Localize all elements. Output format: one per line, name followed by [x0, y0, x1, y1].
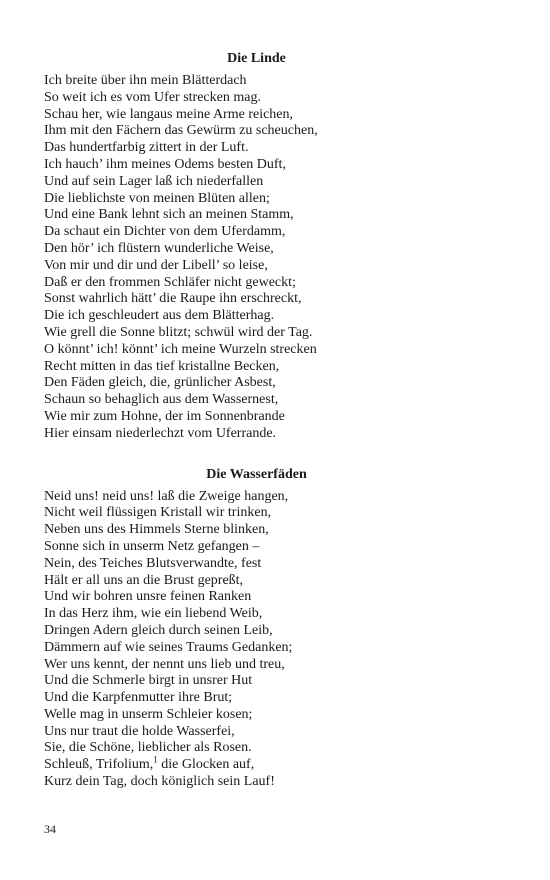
- poem-line: Ich hauch’ ihm meines Odems besten Duft,: [44, 156, 286, 172]
- poem-line: In das Herz ihm, wie ein liebend Weib,: [44, 606, 263, 622]
- poem-line: Und die Schmerle birgt in unsrer Hut: [44, 673, 253, 689]
- poem-line: Die lieblichste von meinen Blüten allen;: [44, 190, 270, 206]
- poem-line: Dämmern auf wie seines Traums Gedanken;: [44, 639, 293, 655]
- poem-body-die-linde: [44, 73, 512, 443]
- page-number: 34: [44, 822, 56, 836]
- poem-line: Ich breite über ihn mein Blätterdach: [44, 73, 247, 88]
- poem-line: Und auf sein Lager laß ich niederfallen: [44, 173, 264, 189]
- poem-line: Wer uns kennt, der nennt uns lieb und treu,: [44, 656, 285, 672]
- poem-line: Wie mir zum Hohne, der im Sonnenbrande: [44, 408, 285, 424]
- poem-line: Sie, die Schöne, lieblicher als Rosen.: [44, 740, 252, 756]
- poem-line: Recht mitten in das tief kristallne Becken,: [44, 358, 280, 374]
- poem-line-with-footnote: [44, 754, 512, 774]
- poem-line: Und eine Bank lehnt sich an meinen Stamm,: [44, 207, 294, 223]
- poem-line: Nein, des Teiches Blutsverwandte, fest: [44, 555, 262, 571]
- poem-line: Den Fäden gleich, die, grünlicher Asbest,: [44, 375, 276, 391]
- poem-line: O könnt’ ich! könnt’ ich meine Wurzeln strecken: [44, 341, 317, 357]
- stanza-gap: [44, 443, 512, 466]
- poem-line: Daß er den frommen Schläfer nicht geweckt;: [44, 274, 296, 290]
- poem-line: Schaun so behaglich aus dem Wassernest,: [44, 392, 279, 408]
- poem-title-die-wasserfaeden: Die Wasserfäden: [206, 466, 307, 482]
- poem-line: Welle mag in unserm Schleier kosen;: [44, 706, 253, 722]
- poem-line: Ihm mit den Fächern das Gewürm zu scheuchen,: [44, 123, 318, 139]
- poem-body-die-wasserfaeden: [44, 489, 512, 791]
- poem-line: Den hör’ ich flüstern wunderliche Weise,: [44, 240, 274, 256]
- poem-title-die-linde: Die Linde: [227, 51, 286, 66]
- poem-line: Das hundertfarbig zittert in der Luft.: [44, 140, 249, 156]
- poem-line: Sonst wahrlich hätt’ die Raupe ihn erschreckt,: [44, 291, 302, 307]
- poem-line: Neid uns! neid uns! laß die Zweige hangen,: [44, 488, 289, 504]
- poem-line: Schau her, wie langaus meine Arme reichen,: [44, 106, 294, 122]
- book-page: [44, 50, 512, 791]
- footnote-line-before: Schleuß, Trifolium,: [44, 757, 154, 773]
- poem-line: Und die Karpfenmutter ihre Brut;: [44, 690, 233, 706]
- poem-line: So weit ich es vom Ufer strecken mag.: [44, 89, 261, 105]
- poem-line: Neben uns des Himmels Sterne blinken,: [44, 522, 269, 538]
- footnote-marker: 1: [153, 754, 158, 765]
- poem-line: Da schaut ein Dichter von dem Uferdamm,: [44, 224, 286, 240]
- poem-line: Dringen Adern gleich durch seinen Leib,: [44, 622, 273, 638]
- poem-line: Hier einsam niederlechzt vom Uferrande.: [44, 425, 277, 441]
- poem-line: Die ich geschleudert aus dem Blätterhag.: [44, 308, 275, 324]
- poem-line: Und wir bohren unsre feinen Ranken: [44, 589, 252, 605]
- poem-line: Uns nur traut die holde Wasserfei,: [44, 723, 235, 739]
- poem-line: Hält er all uns an die Brust gepreßt,: [44, 572, 244, 588]
- poem-line: Kurz dein Tag, doch königlich sein Lauf!: [44, 774, 275, 790]
- poem-line: Wie grell die Sonne blitzt; schwül wird der Tag.: [44, 324, 313, 340]
- poem-line: Von mir und dir und der Libell’ so leise,: [44, 257, 268, 273]
- footnote-line-after: die Glocken auf,: [157, 757, 255, 773]
- poem-line: Sonne sich in unserm Netz gefangen –: [44, 538, 260, 554]
- poem-line: Nicht weil flüssigen Kristall wir trinken,: [44, 505, 272, 521]
